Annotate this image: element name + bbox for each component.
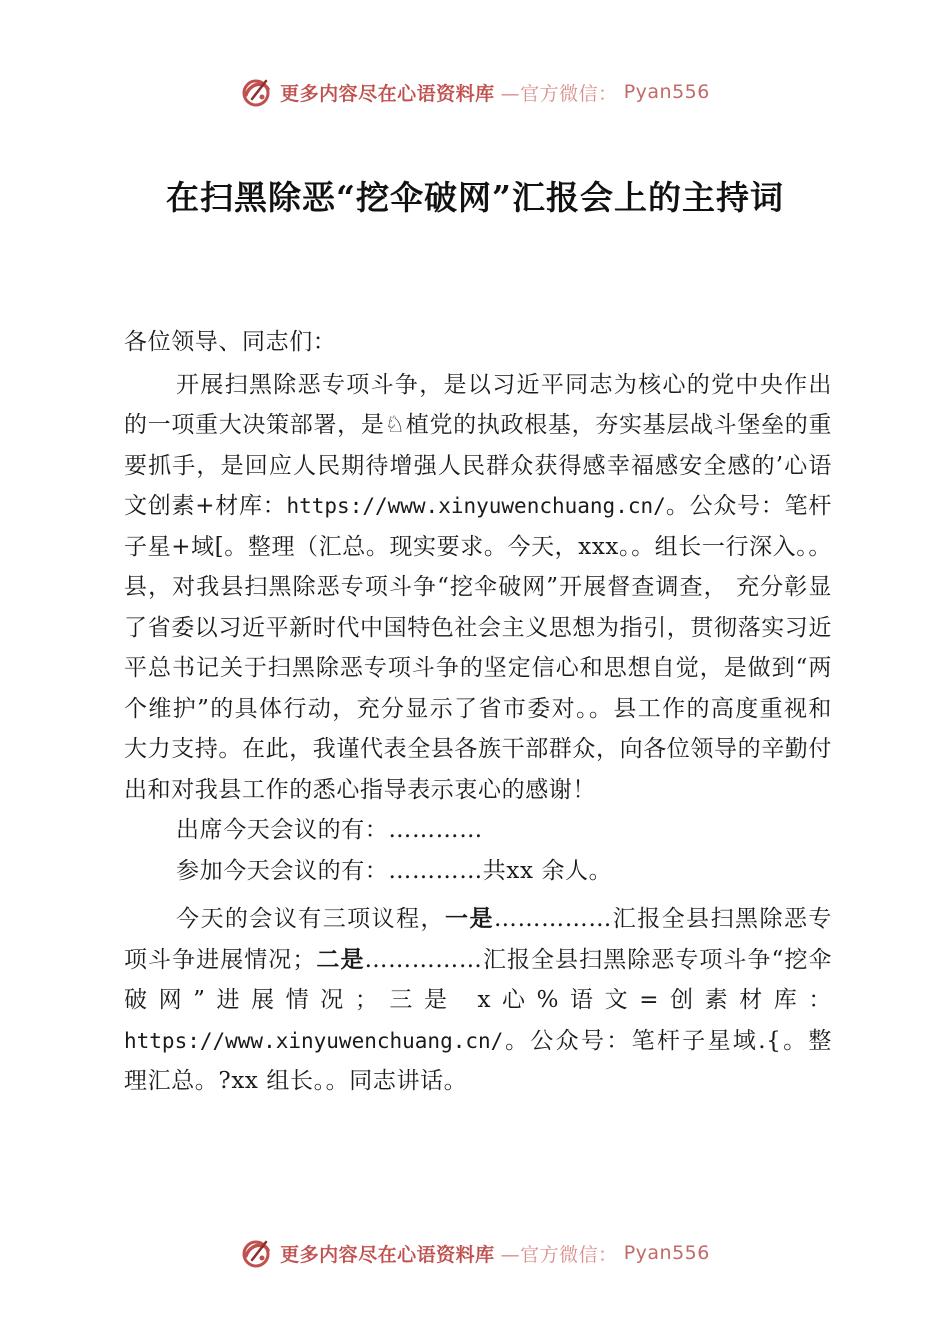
footer-dash-text: —官方微信：: [500, 1243, 618, 1266]
paragraph-opening-text: 开展扫黑除恶专项斗争，是以习近平同志为核心的党中央作出的一项重大决策部署，是♘植党的执政根基，夯实基层战斗堡垒的重要抓手，是回应人民期待增强人民群众获得感幸福感安全感的’心语文创素+材库：: [124, 371, 832, 519]
paragraph-opening-rest: 。公众号：笔杆子星+域[。整理（汇总。现实要求。今天，xxx。。组长一行深入。。县，对我县扫黑除恶专项斗争“挖伞破网”开展督查调查， 充分彰显了省委以习近平新时代中国特色社会主义思想为指引，贯彻落实习近平总书记关于扫黑除恶专项斗争的坚定信心和思想自觉，是做到“两个维护”的具体行动，充分显示了省市委对。。县工作的高度重视和大力支持。在此，我谨代表全县各族干部群众，向各位领导的辛勤付出和对我县工作的悉心指导表示衷心的感谢！: [124, 493, 832, 803]
document-body: [124, 322, 832, 1102]
footer-wechat-id: Pyan556: [623, 1242, 710, 1264]
footer-main-text: 更多内容尽在心语资料库: [280, 1243, 495, 1266]
footer-banner: [0, 1233, 950, 1273]
source-url: https://www.xinyuwenchuang.cn/: [286, 494, 666, 518]
agenda-first-label: 一是: [445, 906, 494, 932]
agenda-second-label: 二是: [315, 946, 365, 973]
agenda-paragraph: [124, 899, 832, 1102]
header-banner: [0, 72, 950, 112]
banner-main-text: 更多内容尽在心语资料库: [280, 82, 495, 105]
agenda-rest: 。公众号：笔杆子星域.{。整理汇总。?xx 组长。。同志讲话。: [124, 1027, 832, 1094]
agenda-lead: 今天的会议有三项议程，: [176, 906, 445, 932]
brush-swirl-logo-icon: [240, 75, 274, 109]
salutation: 各位领导、同志们：: [124, 329, 337, 355]
brush-swirl-logo-icon: [240, 1236, 274, 1270]
banner-dash-text: —官方微信：: [500, 82, 618, 105]
banner-wechat-id: Pyan556: [623, 81, 710, 103]
participants-line: 参加今天会议的有：…………共xx 余人。: [176, 857, 613, 884]
agenda-second-text: ……………汇报全县扫黑除恶专项斗争“挖伞破网”进展情况；三是 x心%语文=创素材库：: [124, 946, 832, 1013]
document-title: 在扫黑除恶“挖伞破网”汇报会上的主持词: [166, 178, 784, 217]
attendees-line: 出席今天会议的有：…………: [176, 817, 483, 843]
agenda-first-text: ……………汇报全县扫黑除恶专项斗争进展情况；: [124, 906, 833, 973]
paragraph-opening: [124, 365, 832, 811]
agenda-source-url: https://www.xinyuwenchuang.cn/: [124, 1028, 504, 1053]
